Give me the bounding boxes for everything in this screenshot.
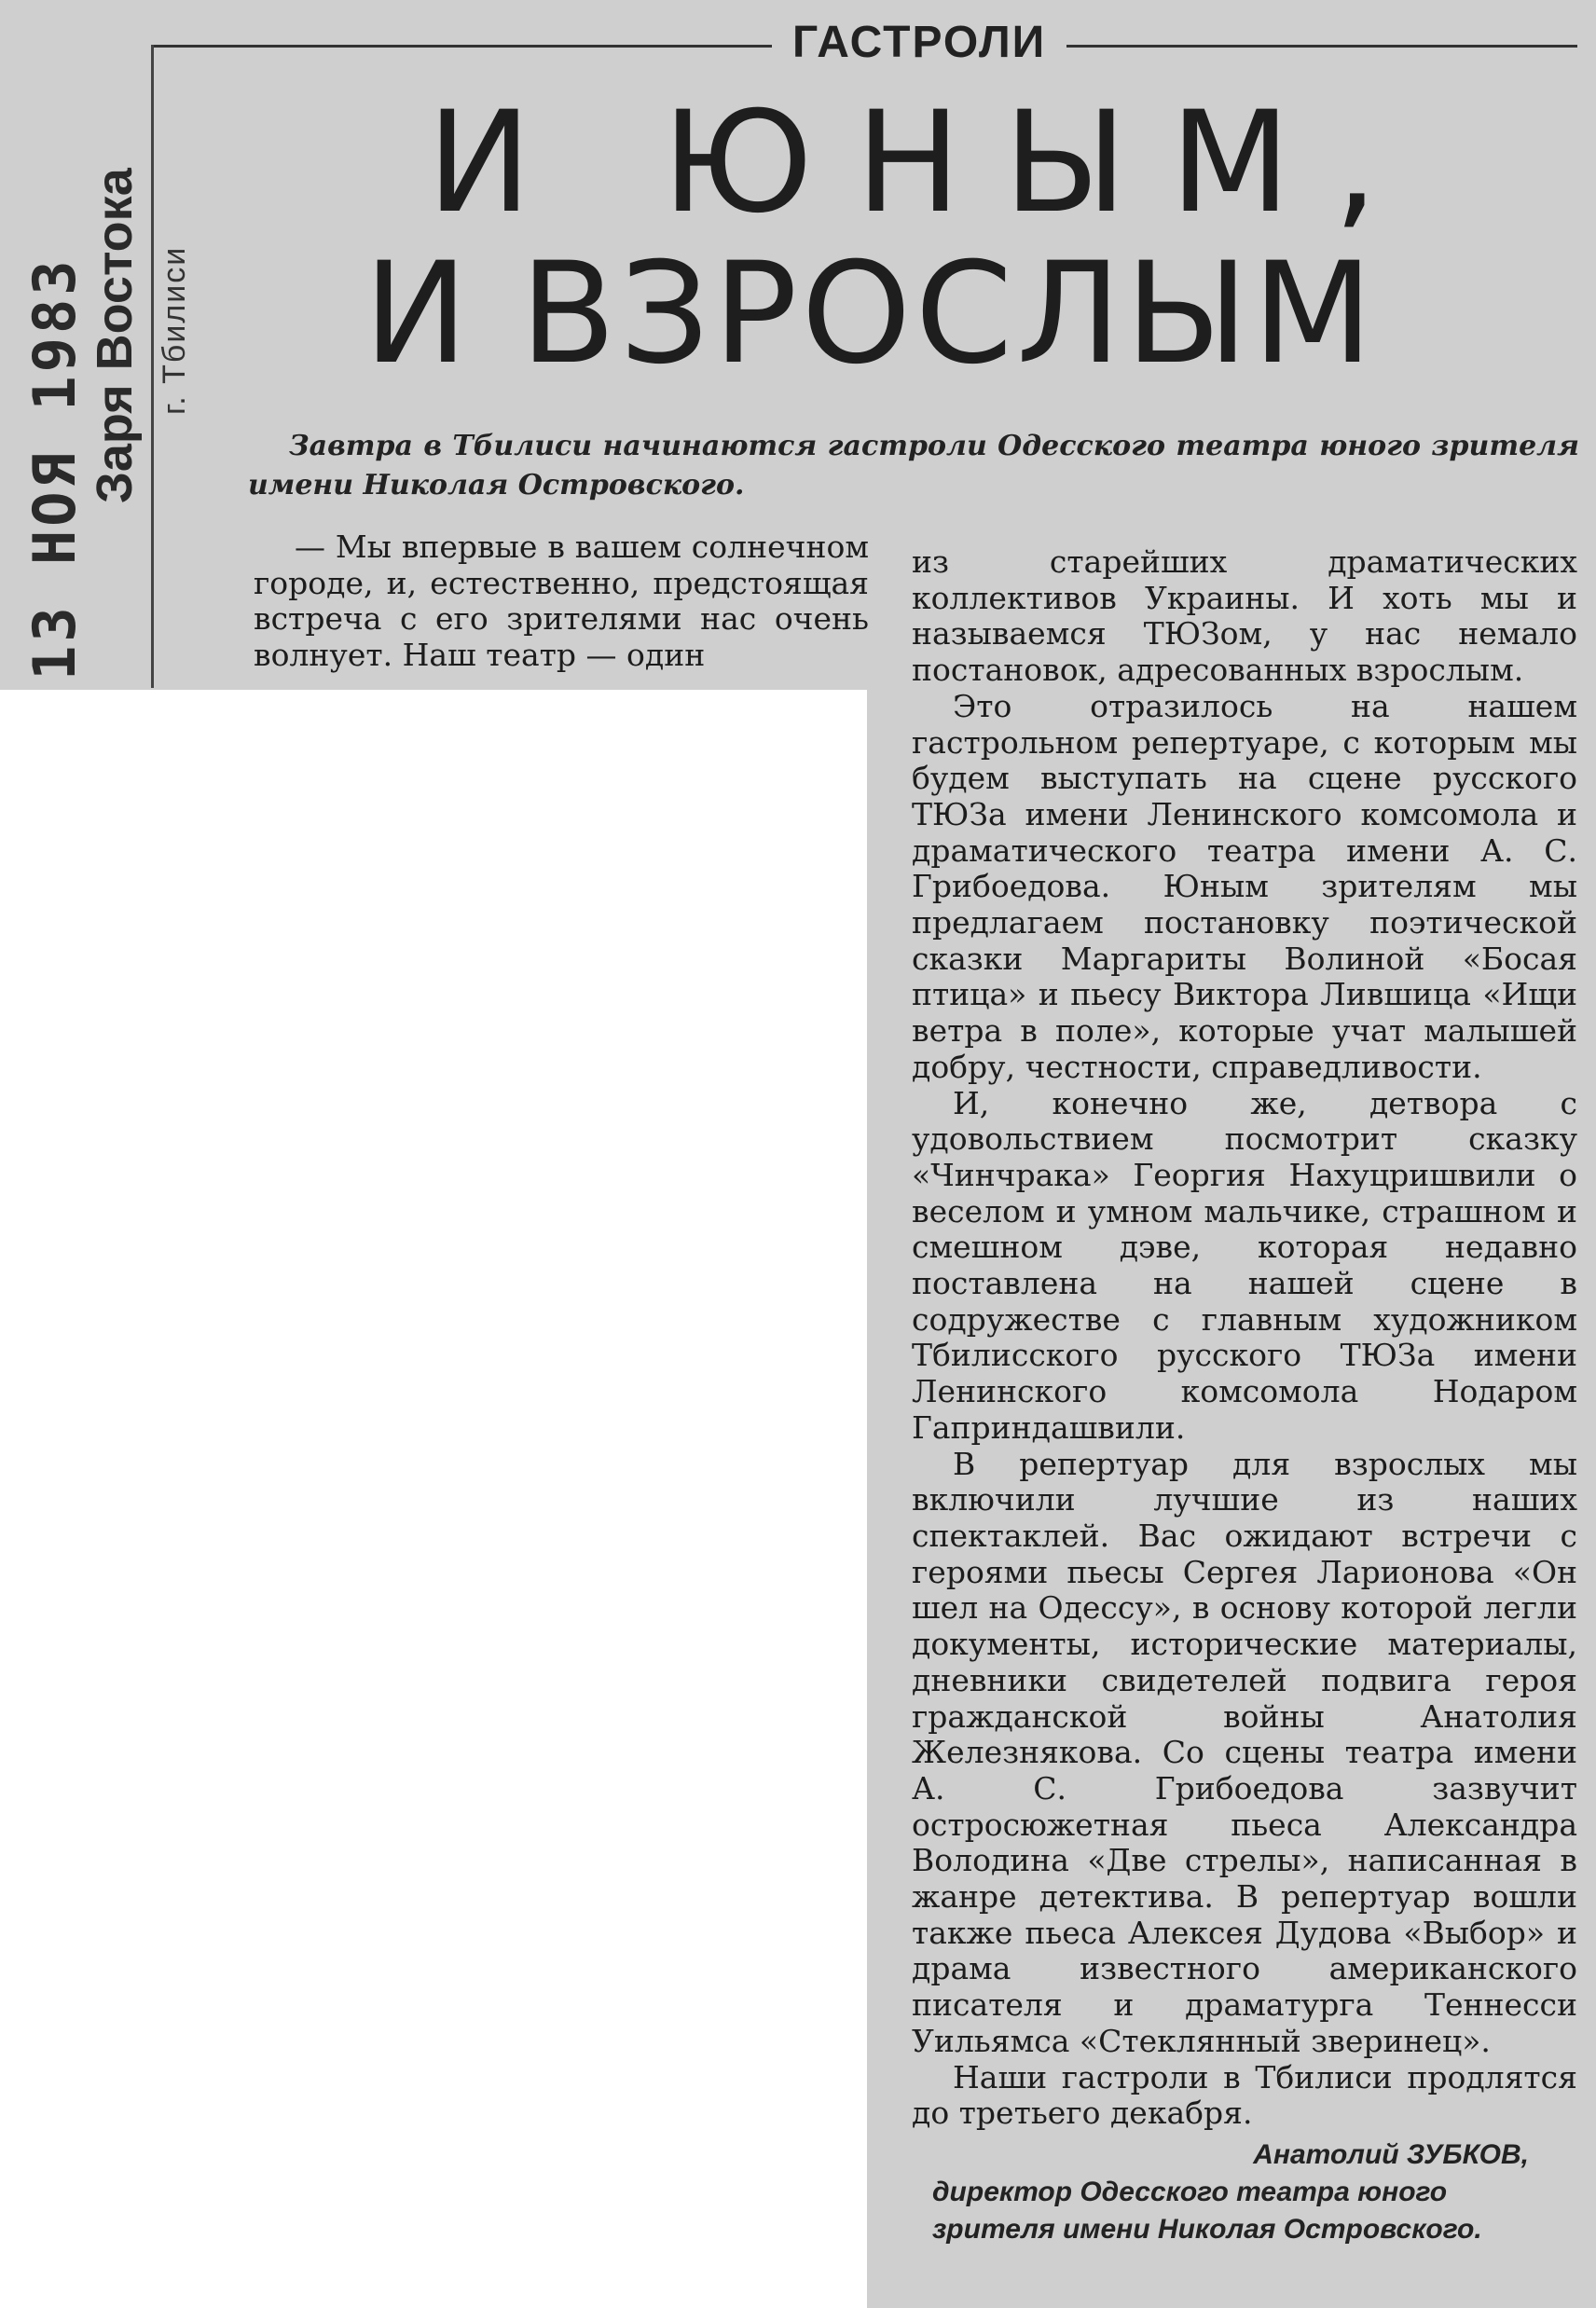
author-signature	[932, 2136, 1529, 2248]
article-paragraph-2: Это отразилось на нашем гастрольном репертуаре, с которым мы будем выступать на сцене русского ТЮЗа имени Ленинского комсомола и драматического театра имени А. С. Грибоедова. Юным зрителям мы предлагаем постановку поэтической сказки Маргариты Волиной «Босая птица» и пьесу Виктора Лившица «Ищи ветра в поле», которые учат малышей добру, честности, справедливости.	[912, 687, 1577, 1085]
lead-paragraph: Завтра в Тбилиси начинаются гастроли Одесского театра юного зрителя имени Николая Островского.	[248, 430, 1579, 501]
article-paragraph-4: В репертуар для взрослых мы включили лучшие из наших спектаклей. Вас ожидают встречи с героями пьесы Сергея Ларионова «Он шел на Одессу», в основу которой легли документы, исторические материалы, дневники свидетелей подвига героя гражданской войны Анатолия Железнякова. Со сцены театра имени А. С. Грибоедова зазвучит остросюжетная пьеса Александра Володина «Две стрелы», написанная в жанре детектива. В репертуар вошли также пьеса Алексея Дудова «Выбор» и драма известного американского писателя и драматурга Теннесси Уильямса «Стеклянный зверинец».	[912, 1445, 1577, 2059]
article-paragraph-5: Наши гастроли в Тбилиси продлятся до третьего декабря.	[912, 2058, 1577, 2132]
article-column-right	[912, 544, 1577, 2132]
rubric-label: ГАСТРОЛИ	[772, 17, 1066, 68]
article-paragraph-3: И, конечно же, детвора с удовольствием посмотрит сказку «Чинчрака» Георгия Нахуцришвили о веселом и умном мальчике, страшном и смешном дэве, которая недавно поставлена на нашей сцене в содружестве с главным художником Тбилисского русского ТЮЗа имени Ленинского комсомола Нодаром Гаприндашвили.	[912, 1084, 1577, 1446]
headline-line-1	[427, 82, 1422, 244]
headline-word: ЮНЫМ,	[661, 82, 1422, 244]
article-paragraph-1: — Мы впервые в вашем солнечном городе, и, естественно, предстоящая встреча с его зрителями нас очень волнует. Наш театр — один	[254, 529, 869, 674]
vertical-rule	[151, 45, 154, 688]
author-position: директор Одесского театра юного зрителя имени Николая Островского.	[932, 2177, 1482, 2245]
author-name: Анатолий ЗУБКОВ,	[1253, 2139, 1529, 2170]
headline-prefix: И	[427, 82, 575, 244]
date-stamp: 13 НОЯ 1983	[21, 256, 89, 680]
city-stamp: г. Тбилиси	[157, 245, 192, 415]
newspaper-stamp: Заря Востока	[87, 168, 143, 503]
article-paragraph-1-continued: из старейших драматических коллективов Украины. И хоть мы и называемся ТЮЗом, у нас немало постановок, адресованных взрослым.	[912, 543, 1577, 689]
headline-line-2: И ВЗРОСЛЫМ	[364, 233, 1377, 395]
article-column-left	[254, 529, 869, 674]
